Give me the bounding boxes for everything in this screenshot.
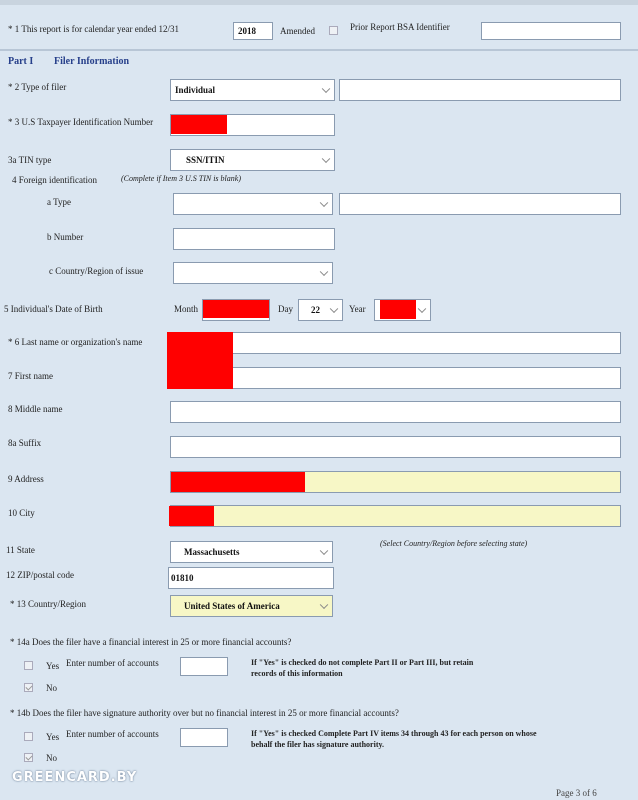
day-select[interactable] <box>298 299 343 321</box>
chevron-down-icon <box>320 268 328 276</box>
chevron-down-icon <box>322 155 330 163</box>
q14b-yes-label: Yes <box>46 732 60 742</box>
suffix-input[interactable] <box>170 436 621 458</box>
day-value: 22 <box>311 305 320 315</box>
type-of-filer-select[interactable] <box>170 79 335 101</box>
month-label: Month <box>174 304 199 314</box>
address-label: 9 Address <box>8 474 44 484</box>
state-note: (Select Country/Region before selecting state) <box>380 539 528 548</box>
tin-type-select[interactable] <box>170 149 335 171</box>
foreign-country-label: c Country/Region of issue <box>49 266 144 276</box>
middle-name-input[interactable] <box>170 401 621 423</box>
last-name-input[interactable] <box>170 332 621 354</box>
chevron-down-icon <box>322 85 330 93</box>
q14b-note-line1: If "Yes" is checked Complete Part IV items 34 through 43 for each person on whose <box>251 729 537 738</box>
chevron-down-icon <box>320 601 328 609</box>
zip-label: 12 ZIP/postal code <box>6 570 74 580</box>
redaction-tin <box>171 115 227 134</box>
q14a-note <box>251 657 473 679</box>
foreign-id-note: (Complete if Item 3 U.S TIN is blank) <box>121 174 241 183</box>
city-input[interactable] <box>170 505 621 527</box>
zip-input[interactable]: 01810 <box>168 567 334 589</box>
foreign-number-input[interactable] <box>173 228 335 250</box>
last-name-label: * 6 Last name or organization's name <box>8 337 143 347</box>
chevron-down-icon <box>320 547 328 555</box>
year-input[interactable]: 2018 <box>233 22 273 40</box>
q14a-yes-label: Yes <box>46 661 60 671</box>
prior-report-input[interactable] <box>481 22 621 40</box>
year-label: Year <box>349 304 366 314</box>
q14b-note <box>251 728 537 750</box>
q14a-note-line2: records of this information <box>251 669 343 678</box>
type-of-filer-value: Individual <box>175 85 216 95</box>
q14a-note-line1: If "Yes" is checked do not complete Part II or Part III, but retain <box>251 658 474 667</box>
q14b-enter-label: Enter number of accounts <box>66 729 159 739</box>
country-value: United States of America <box>184 601 280 611</box>
page-number: Page 3 of 6 <box>556 788 597 798</box>
section-divider <box>0 49 638 51</box>
q14a-accounts-input[interactable] <box>180 657 228 676</box>
amended-label: Amended <box>280 26 315 36</box>
prior-report-label: Prior Report BSA Identifier <box>350 22 450 32</box>
dob-label: 5 Individual's Date of Birth <box>4 304 103 314</box>
day-label: Day <box>278 304 293 314</box>
type-of-filer-other-input[interactable] <box>339 79 621 101</box>
chevron-down-icon <box>320 199 328 207</box>
state-label: 11 State <box>6 545 35 555</box>
country-label: * 13 Country/Region <box>10 599 86 609</box>
q14b-no-label: No <box>46 753 57 763</box>
q14a-no-checkbox[interactable] <box>24 683 33 692</box>
first-name-label: 7 First name <box>8 371 53 381</box>
tin-type-label: 3a TIN type <box>8 155 52 165</box>
watermark-logo: GREENCARD.BY <box>12 770 138 785</box>
middle-name-label: 8 Middle name <box>8 404 63 414</box>
q14b-question: * 14b Does the filer have signature authority over but no financial interest in 25 or more financial accounts? <box>10 708 399 718</box>
q14b-note-line2: behalf the filer has signature authority. <box>251 740 385 749</box>
q14b-accounts-input[interactable] <box>180 728 228 747</box>
q14a-yes-checkbox[interactable] <box>24 661 33 670</box>
foreign-type-select[interactable] <box>173 193 333 215</box>
foreign-type-label: a Type <box>47 197 71 207</box>
redaction-name <box>167 332 233 389</box>
q14a-question: * 14a Does the filer have a financial interest in 25 or more financial accounts? <box>10 637 292 647</box>
amended-checkbox[interactable] <box>329 26 338 35</box>
redaction-year <box>380 300 416 319</box>
part1-subtitle: Filer Information <box>54 56 130 67</box>
first-name-input[interactable] <box>170 367 621 389</box>
chevron-down-icon <box>330 305 338 313</box>
q14b-no-checkbox[interactable] <box>24 753 33 762</box>
foreign-country-select[interactable] <box>173 262 333 284</box>
foreign-id-label: 4 Foreign identification <box>12 175 97 185</box>
tin-type-value: SSN/ITIN <box>186 155 225 165</box>
country-select[interactable] <box>170 595 333 617</box>
redaction-address <box>171 472 305 492</box>
q14a-no-label: No <box>46 683 57 693</box>
chevron-down-icon <box>418 305 426 313</box>
city-label: 10 City <box>8 508 35 518</box>
state-select[interactable] <box>170 541 333 563</box>
tin-label: * 3 U.S Taxpayer Identification Number <box>8 117 154 127</box>
q14b-yes-checkbox[interactable] <box>24 732 33 741</box>
redaction-month <box>203 300 269 318</box>
type-of-filer-label: * 2 Type of filer <box>8 82 67 92</box>
q14a-enter-label: Enter number of accounts <box>66 658 159 668</box>
state-value: Massachusetts <box>184 547 240 557</box>
item1-label: * 1 This report is for calendar year ended 12/31 <box>8 24 180 34</box>
part1-title: Part I <box>8 56 34 67</box>
foreign-type-other-input[interactable] <box>339 193 621 215</box>
suffix-label: 8a Suffix <box>8 438 42 448</box>
redaction-city <box>169 506 214 526</box>
top-bar <box>0 0 638 5</box>
foreign-number-label: b Number <box>47 232 84 242</box>
